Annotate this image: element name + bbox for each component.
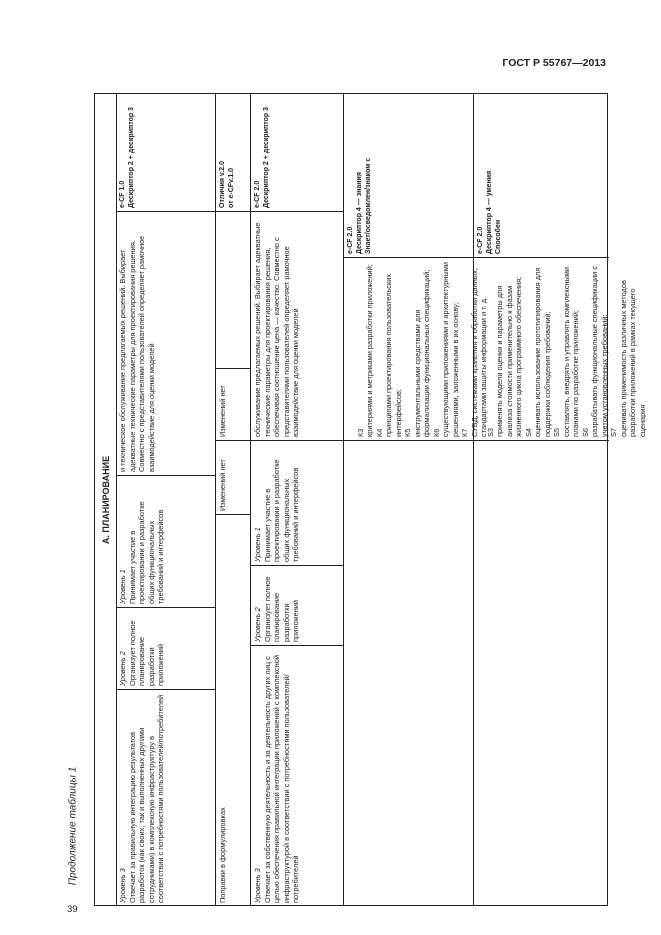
table-cell: [116, 608, 215, 690]
table-cell: [251, 441, 343, 566]
header-cell: [216, 94, 250, 212]
continuation-note: [58, 758, 88, 893]
cell-text: Принимает участие в проектировании и разработке общих функциональных требований и интерфейсов: [262, 459, 300, 562]
table: [94, 93, 647, 906]
header-cell: [116, 94, 215, 212]
level-label: Уровень 3: [253, 868, 262, 903]
table-cell: [474, 258, 647, 441]
level-label: Уровень 2: [118, 651, 127, 686]
header-line: Дескриптор 2 + дескриптор 3: [128, 107, 135, 208]
table-cell: [344, 258, 488, 441]
cell-text: Организует полное планирование разработки приложений: [127, 620, 165, 686]
table-column: [474, 94, 647, 905]
header-line: e-CF 1.0: [119, 180, 126, 208]
table-cell: [251, 646, 343, 907]
header-cell: [344, 94, 473, 258]
table-cell: [251, 566, 343, 646]
table-cell: [216, 369, 250, 441]
table-column: [251, 94, 344, 905]
cell-text: Принимает участие в проектировании и разработке общих функциональных требований и интерфейсов: [127, 501, 165, 604]
header-line: Способен: [495, 219, 502, 254]
header-line: e-CF 2.0: [254, 180, 261, 208]
table-cell: [344, 441, 473, 907]
cell-text: обслуживание предлагаемых решений. Выбирает адекватные технические параметры для проектирования решения, обеспечивая соотношение цена — качество. Совместно с представителями пользователей определяет рамочное взаимодействие для оценки моделей: [253, 222, 300, 437]
cell-text: Изменений нет: [218, 385, 227, 437]
cell-text: S3 применять модели оценки и параметры для анализа стоимости применительно к фазам жизненного цикла программного обеспечения; S4 оценивать использование прототипирования для поддержки соблюдения требований; S5 составлять, внедрять и управлять комплексными планами по разработке приложений; S6 разрабатывать функциональные спецификации с учетом установленных требований; S7 оценивать применимость различных методов разработки приложений в рамках текущего сценария: [485, 265, 647, 437]
table-cell: [474, 441, 609, 907]
cell-text: Изменений нет: [218, 459, 227, 511]
header-line: Отличия v.2.0: [219, 161, 226, 208]
standard-designation: ГОСТ Р 55767—2013: [502, 57, 606, 69]
table-cell: [216, 515, 250, 907]
table-cell: [116, 690, 215, 907]
level-label: Уровень 2: [253, 607, 262, 642]
header-cell: [474, 94, 609, 258]
cell-text: и техническое обслуживание предлагаемых решений. Выбирает адекватные технические параметры для проектирования решения. Совместно с представителями пользователей определяет рамочное взаимодействие для оценки моделей: [118, 235, 156, 472]
cell-text: К3 критериями и метриками разработки приложений; К4 принципами проектирования пользовательских интерфейсов; К5 инструментальными средствами для формализации функциональных спецификаций; К6 существующими приложениями и архитектурными решениями, заложенными в их основу; К7 СУБД, системами хранения и обработки данных, стандартами защиты информации и т. д.: [355, 262, 488, 437]
table-column: [344, 94, 488, 905]
header-line: от e-CFv.1.0: [228, 167, 235, 208]
header-line: Знает/осведомлен/знаком с: [365, 157, 372, 254]
table-cell: [116, 212, 215, 476]
header-cell: [251, 94, 343, 212]
cell-text: Поправки в формулировках: [218, 807, 227, 903]
cell-text: Организует полное планирование разработки приложений: [262, 576, 300, 642]
table-cell: [216, 441, 250, 515]
header-line: e-CF 2.0: [477, 226, 484, 254]
section-band: [95, 94, 117, 905]
header-line: Дескриптор 4 — умения: [486, 170, 493, 254]
header-line: e-CF 2.0: [347, 226, 354, 254]
cell-text: Отвечает за собственную деятельность и за деятельность других лиц с целью обеспечения правильной интеграции приложений с комплексной инфраструктурой в соответствии с потребностями пользователей/потребителей: [262, 655, 300, 903]
table-column: [116, 94, 216, 905]
table-cell: [251, 212, 343, 441]
level-label: Уровень 3: [118, 868, 127, 903]
table-cell: [116, 476, 215, 608]
header-line: Дескриптор 4 — знания: [356, 172, 363, 254]
table-column: [216, 94, 251, 905]
header-line: Дескриптор 2 + дескриптор 3: [263, 107, 270, 208]
continuation-label: Продолжение таблицы 1: [67, 766, 79, 885]
page-number: 39: [67, 904, 78, 915]
level-label: Уровень 1: [253, 527, 262, 562]
cell-text: Отвечает за правильную интеграцию результатов разработок (как своих, так и выполненных другими сотрудниками) в комплексную инфраструктуру в соответствии с потребностями пользователей/потребителей: [127, 694, 165, 903]
section-title: А. ПЛАНИРОВАНИЕ: [100, 455, 111, 544]
level-label: Уровень 1: [118, 569, 127, 604]
table-cell: [216, 212, 250, 369]
